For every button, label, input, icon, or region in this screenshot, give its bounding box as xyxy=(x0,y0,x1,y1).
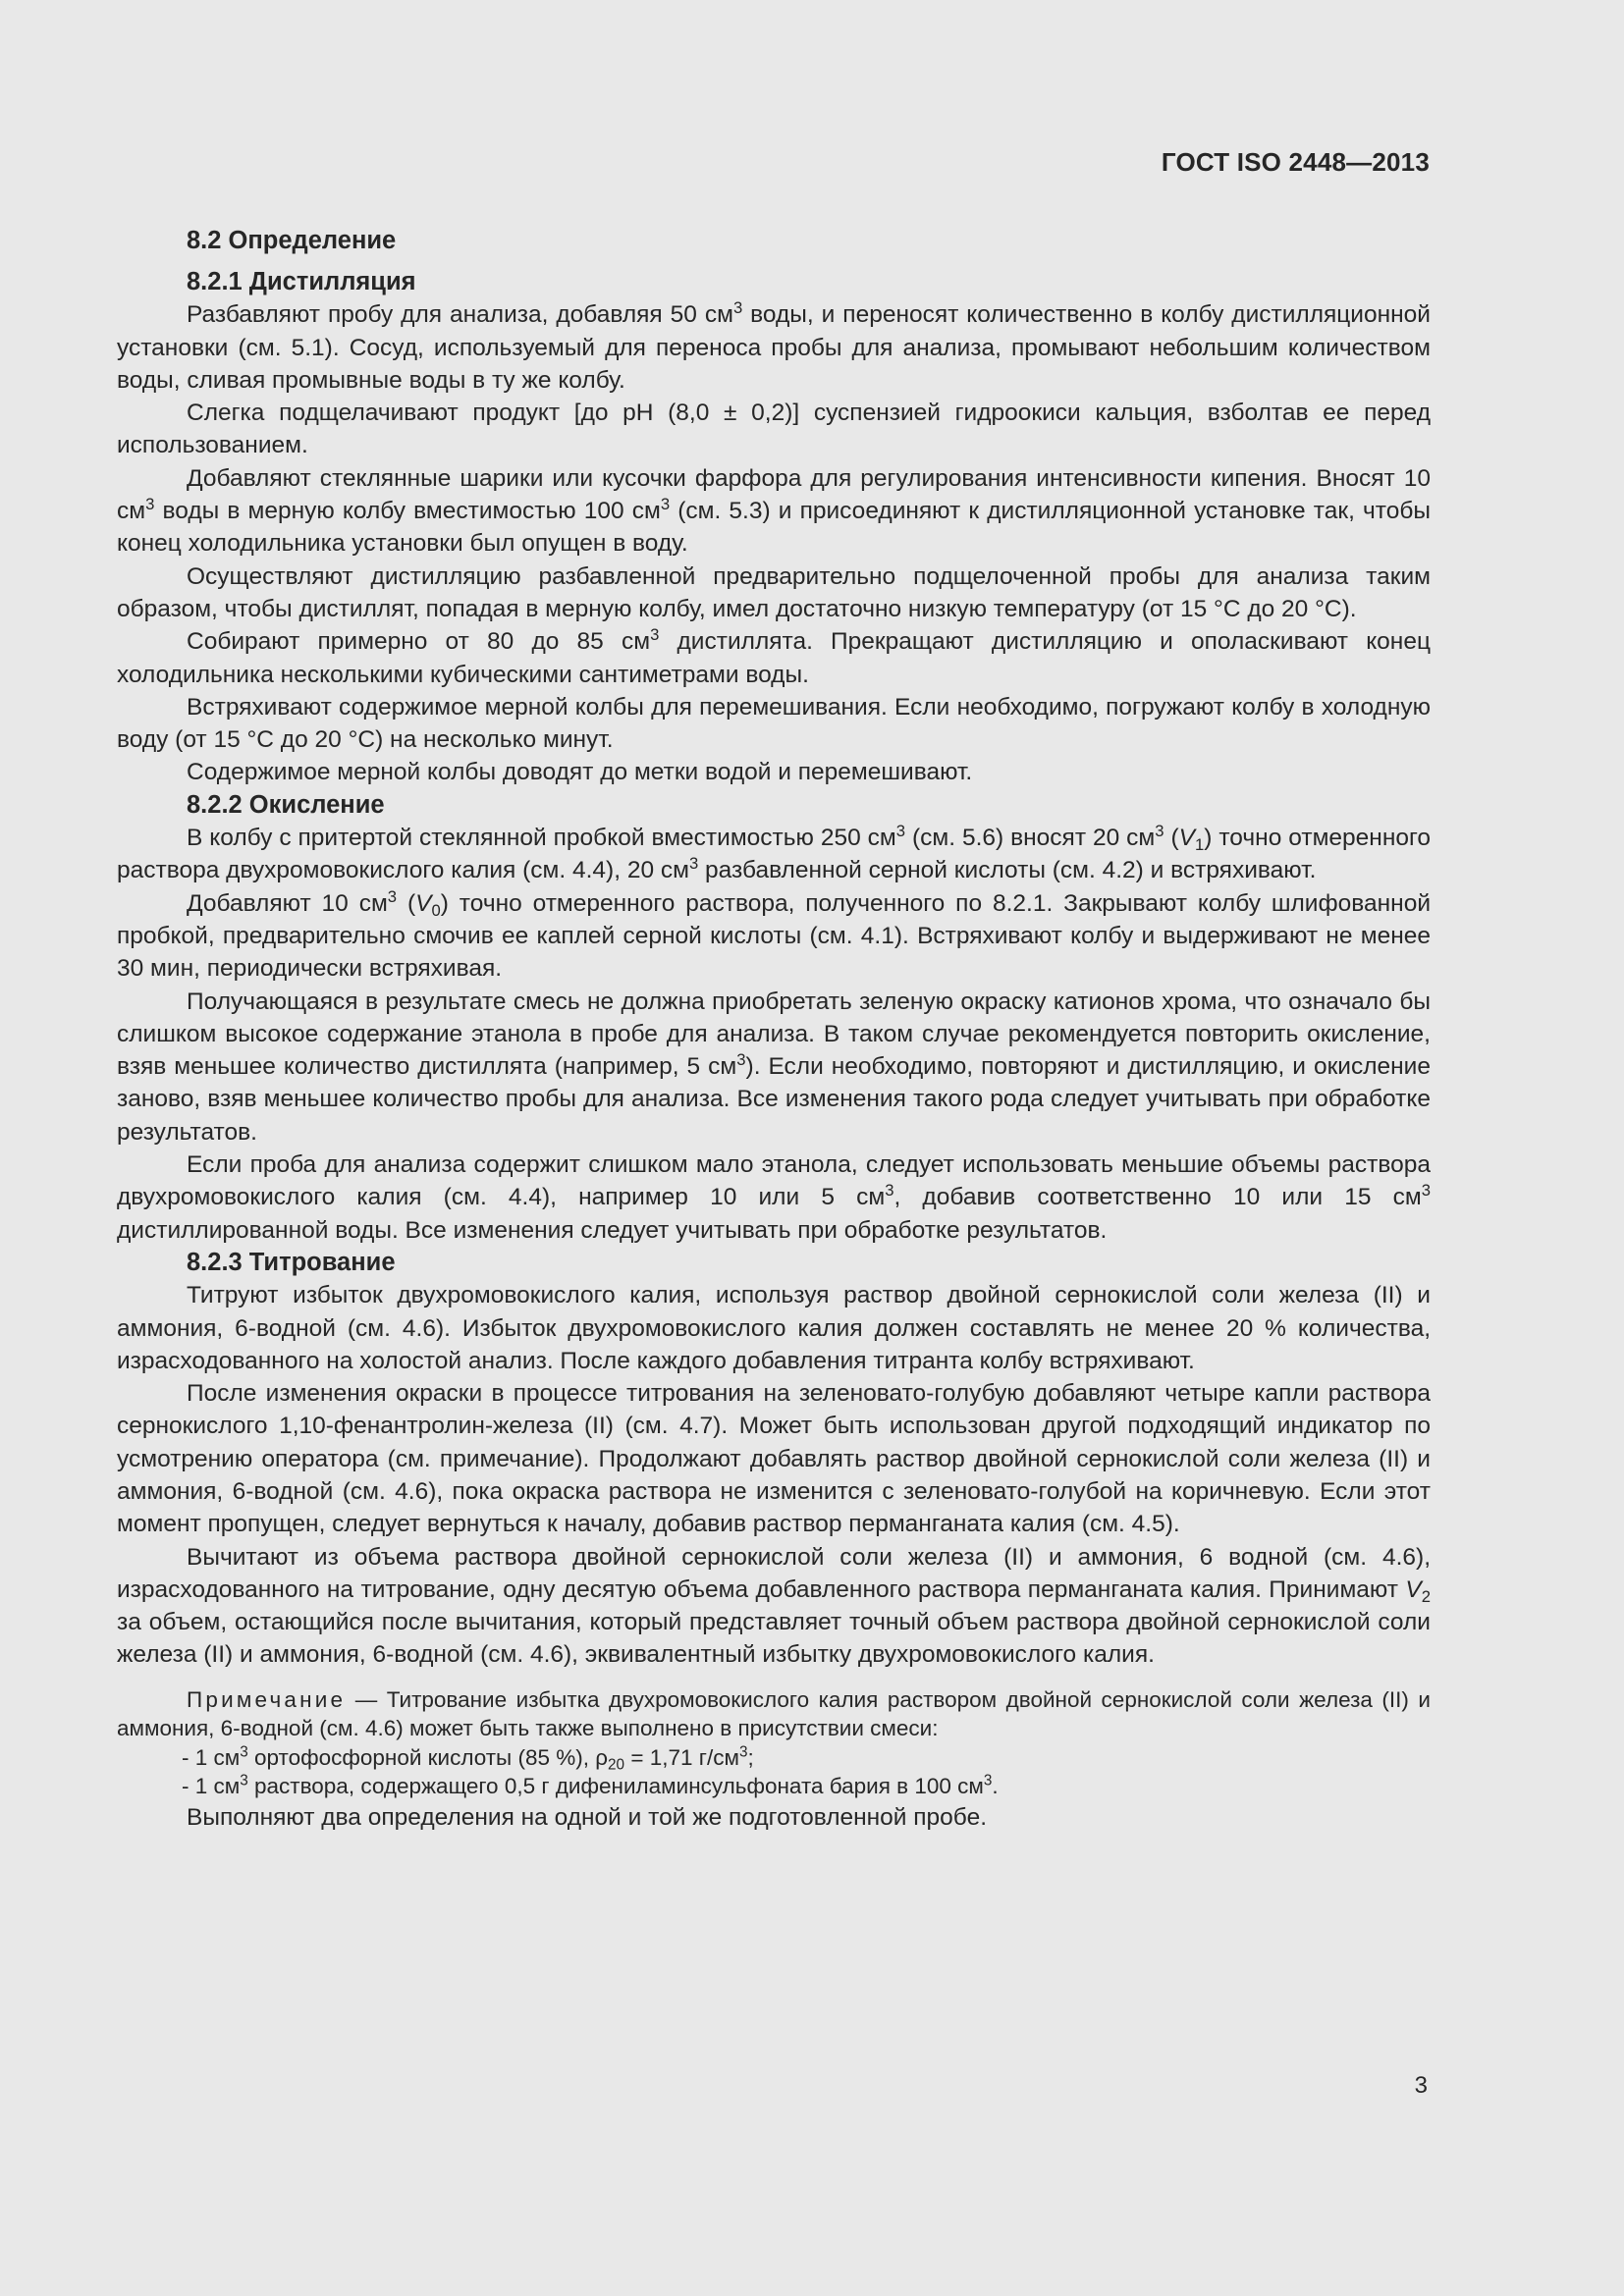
paragraph: Если проба для анализа содержит слишком мало этанола, следует использовать меньшие объемы раствора двухромовокислого калия (см. 4.4), например 10 или 5 $см^3$, добавив соответственно 10 или 15 $см^3$ дистиллированной воды. Все изменения следует учитывать при обработке результатов. xyxy=(117,1151,1431,1244)
subsection-heading-distillation: 8.2.1 Дистилляция xyxy=(187,268,416,295)
note-list xyxy=(117,1743,1431,1801)
note-list-item: - 1 $см^3$ ортофосфорной кислоты (85 %), $\rho_{20} = 1,71$ $г/см^3$; xyxy=(182,1743,754,1774)
document-standard-header: ГОСТ ISO 2448—2013 xyxy=(1161,147,1430,177)
note-list-item: - 1 $см^3$ раствора, содержащего 0,5 г дифениламинсульфоната бария в 100 $см^3$. xyxy=(182,1772,999,1799)
paragraph: Слегка подщелачивают продукт [до pH (8,0 ± 0,2)] суспензией гидроокиси кальция, взболтав ее перед использованием. xyxy=(117,400,1431,459)
paragraph: Добавляют стеклянные шарики или кусочки фарфора для регулирования интенсивности кипения. Вносят 10 $см^3$ воды в мерную колбу вместимостью 100 $см^3$ (см. 5.3) и присоединяют к дистилляционной установке так, чтобы конец холодильника установки был опущен в воду. xyxy=(117,464,1431,558)
paragraph: После изменения окраски в процессе титрования на зеленовато-голубую добавляют четыре капли раствора сернокислого 1,10-фенантролин-железа (II) (см. 4.7). Может быть использован другой подходящий индикатор по усмотрению оператора (см. примечание). Продолжают добавлять раствор двойной сернокислой соли железа (II) и аммония, 6-водной (см. 4.6), пока окраска раствора не изменится с зеленовато-голубой на коричневую. Если этот момент пропущен, следует вернуться к началу, добавив раствор перманганата калия (см. 4.5). xyxy=(117,1380,1431,1538)
paragraph: Добавляют 10 $см^3$ $(V_0)$ точно отмеренного раствора, полученного по 8.2.1. Закрывают колбу шлифованной пробкой, предварительно смочив ее каплей серной кислоты (см. 4.1). Встряхивают колбу и выдерживают не менее 30 мин, периодически встряхивая. xyxy=(117,886,1432,983)
note-text: Примечание — Титрование избытка двухромовокислого калия раствором двойной сернокислой соли железа (II) и аммония, 6-водной (см. 4.6) может быть также выполнено в присутствии смеси: xyxy=(117,1686,1431,1741)
section-title: 8.2 Определение xyxy=(187,227,397,254)
paragraph: Титруют избыток двухромовокислого калия, используя раствор двойной сернокислой соли железа (II) и аммония, 6-водной (см. 4.6). Избыток двухромовокислого калия должен составлять не менее 20 % количества, израсходованного на холостой анализ. После каждого добавления титранта колбу встряхивают. xyxy=(117,1282,1431,1374)
note-label: Примечание xyxy=(187,1686,347,1712)
paragraph: Собирают примерно от 80 до 85 $см^3$ дистиллята. Прекращают дистилляцию и ополаскивают конец холодильника несколькими кубическими сантиметрами воды. xyxy=(117,625,1431,688)
paragraph: Вычитают из объема раствора двойной сернокислой соли железа (II) и аммония, 6 водной (см. 4.6), израсходованного на титрование, одну десятую объема добавленного раствора перманганата калия. Принимают $V_2$ за объем, остающийся после вычитания, который представляет точный объем раствора двойной сернокислой соли железа (II) и аммония, 6-водной (см. 4.6), эквивалентный избытку двухромовокислого калия. xyxy=(117,1543,1431,1669)
paragraph: Содержимое мерной колбы доводят до метки водой и перемешивают. xyxy=(187,759,973,786)
paragraph: Получающаяся в результате смесь не должна приобретать зеленую окраску катионов хрома, что означало бы слишком высокое содержание этанола в пробе для анализа. В таком случае рекомендуется повторить окисление, взяв меньшее количество дистиллята (например, 5 $см^3$). Если необходимо, повторяют и дистилляцию, и окисление заново, взяв меньшее количество пробы для анализа. Все изменения такого рода следует учитывать при обработке результатов. xyxy=(117,988,1431,1146)
paragraph-final: Выполняют два определения на одной и той же подготовленной пробе. xyxy=(187,1803,987,1831)
paragraph: В колбу с притертой стеклянной пробкой вместимостью 250 $см^3$ (см. 5.6) вносят 20 $см^3$ $(V_1)$ точно отмеренного раствора двухромовокислого калия (см. 4.4), 20 $см^3$ разбавленной серной кислоты (см. 4.2) и встряхивают. xyxy=(117,821,1432,884)
paragraph: Осуществляют дистилляцию разбавленной предварительно подщелоченной пробы для анализа таким образом, чтобы дистиллят, попадая в мерную колбу, имел достаточно низкую температуру (от 15 °С до 20 °С). xyxy=(117,562,1431,622)
subsection-heading-oxidation: 8.2.2 Окисление xyxy=(187,790,385,819)
document-body xyxy=(117,224,1431,1834)
paragraph: Разбавляют пробу для анализа, добавляя 50 $см^3$ воды, и переносят количественно в колбу дистилляционной установки (см. 5.1). Сосуд, используемый для переноса пробы для анализа, промывают небольшим количеством воды, сливая промывные воды в ту же колбу. xyxy=(117,298,1431,394)
note-block xyxy=(117,1685,1431,1801)
paragraph: Встряхивают содержимое мерной колбы для перемешивания. Если необходимо, погружают колбу в холодную воду (от 15 °С до 20 °С) на несколько минут. xyxy=(117,693,1431,754)
page-number: 3 xyxy=(1414,2072,1428,2099)
subsection-heading-titration: 8.2.3 Титрование xyxy=(187,1248,396,1276)
